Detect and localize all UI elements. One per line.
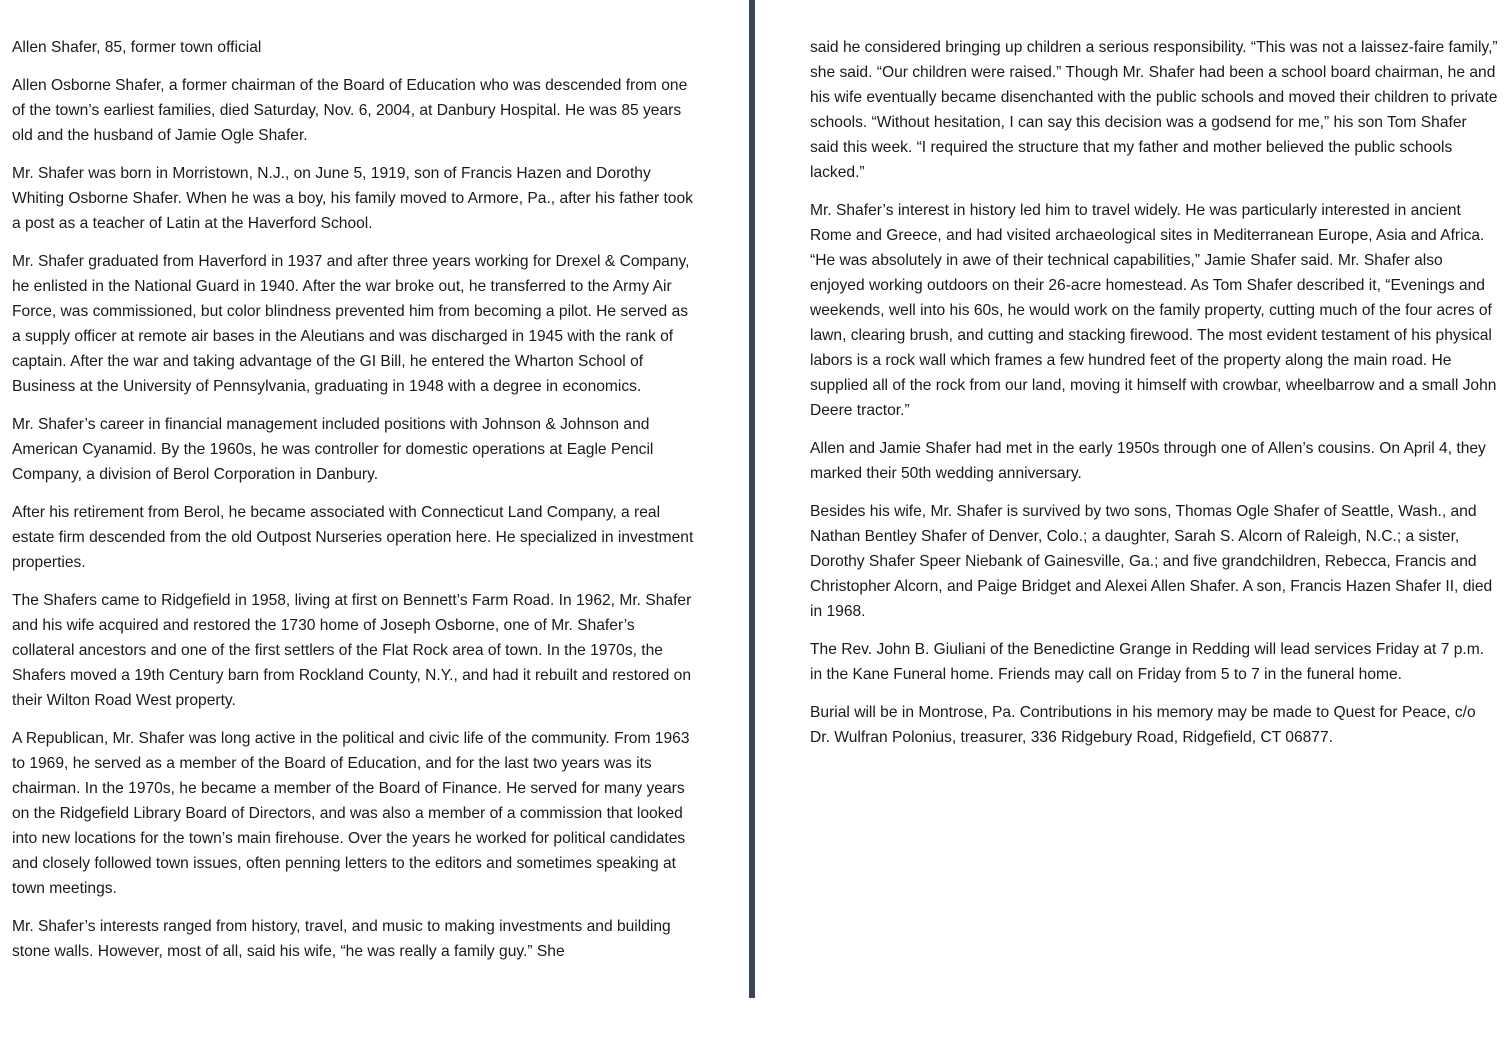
paragraph-survivors: Besides his wife, Mr. Shafer is survived by two sons, Thomas Ogle Shafer of Seattle, Wash., and Nathan Bentley Shafer of Denver, Colo.; a daughter, Sarah S. Alcorn of Raleigh, N.C.; a sister, Dorothy Shafer Speer Niebank of Gainesville, Ga.; and five grandchildren, Rebecca, Francis and Christopher Alcorn, and Paige Bridget and Alexei Allen Shafer. A son, Francis Hazen Shafer II, died in 1968. bbox=[810, 503, 1493, 620]
paragraph-marriage: Allen and Jamie Shafer had met in the early 1950s through one of Allen’s cousins. On April 4, they marked their 50th wedding anniversary. bbox=[810, 440, 1486, 482]
paragraph-early-life: Mr. Shafer was born in Morristown, N.J., on June 5, 1919, son of Francis Hazen and Dorothy Whiting Osborne Shafer. When he was a boy, his family moved to Armore, Pa., after his father took a post as a teacher of Latin at the Haverford School. bbox=[12, 165, 693, 232]
page-divider bbox=[749, 0, 755, 998]
paragraph-death-notice: Allen Osborne Shafer, a former chairman of the Board of Education who was descended from one of the town’s earliest families, died Saturday, Nov. 6, 2004, at Danbury Hospital. He was 85 years old and the husband of Jamie Ogle Shafer. bbox=[12, 77, 688, 144]
paragraph-interests: Mr. Shafer’s interests ranged from history, travel, and music to making investments and building stone walls. However, most of all, said his wife, “he was really a family guy.” She bbox=[12, 918, 671, 960]
paragraph-services: The Rev. John B. Giuliani of the Benedictine Grange in Redding will lead services Friday at 7 p.m. in the Kane Funeral home. Friends may call on Friday from 5 to 7 in the funeral home. bbox=[810, 641, 1485, 683]
paragraph-civic-life: A Republican, Mr. Shafer was long active in the political and civic life of the community. From 1963 to 1969, he served as a member of the Board of Education, and for the last two years was its chairman. In the 1970s, he became a member of the Board of Finance. He served for many years on the Ridgefield Library Board of Directors, and was also a member of a commission that looked into new locations for the town’s main firehouse. Over the years he worked for political candidates and closely followed town issues, often penning letters to the editors and sometimes speaking at town meetings. bbox=[12, 730, 690, 897]
paragraph-career: Mr. Shafer’s career in financial management included positions with Johnson & Johnson and American Cyanamid. By the 1960s, he was controller for domestic operations at Eagle Pencil Company, a division of Berol Corporation in Danbury. bbox=[12, 416, 654, 483]
paragraph-ridgefield-home: The Shafers came to Ridgefield in 1958, living at first on Bennett’s Farm Road. In 1962, Mr. Shafer and his wife acquired and restored the 1730 home of Joseph Osborne, one of Mr. Shafer’s collateral ancestors and one of the first settlers of the Flat Rock area of town. In the 1970s, the Shafers moved a 19th Century barn from Rockland County, N.Y., and had it rebuilt and restored on their Wilton Road West property. bbox=[12, 592, 692, 709]
right-page bbox=[810, 35, 1498, 763]
paragraph-retirement: After his retirement from Berol, he became associated with Connecticut Land Company, a real estate firm descended from the old Outpost Nurseries operation here. He specialized in investment properties. bbox=[12, 504, 694, 571]
obituary-headline: Allen Shafer, 85, former town official bbox=[12, 39, 262, 56]
paragraph-family-values: said he considered bringing up children a serious responsibility. “This was not a laissez-faire family,” she said. “Our children were raised.” Though Mr. Shafer had been a school board chairman, he and his wife eventually became disenchanted with the public schools and moved their children to private schools. “Without hesitation, I can say this decision was a godsend for me,” his son Tom Shafer said this week. “I required the structure that my father and mother believed the public schools lacked.” bbox=[810, 39, 1498, 181]
paragraph-military-education: Mr. Shafer graduated from Haverford in 1937 and after three years working for Drexel & Company, he enlisted in the National Guard in 1940. After the war broke out, he transferred to the Army Air Force, was commissioned, but color blindness prevented him from becoming a pilot. He served as a supply officer at remote air bases in the Aleutians and was discharged in 1945 with the rank of captain. After the war and taking advantage of the GI Bill, he entered the Wharton School of Business at the University of Pennsylvania, graduating in 1948 with a degree in economics. bbox=[12, 253, 690, 395]
paragraph-travel-homestead: Mr. Shafer’s interest in history led him to travel widely. He was particularly interested in ancient Rome and Greece, and had visited archaeological sites in Mediterranean Europe, Asia and Africa. “He was absolutely in awe of their technical capabilities,” Jamie Shafer said. Mr. Shafer also enjoyed working outdoors on their 26-acre homestead. As Tom Shafer described it, “Evenings and weekends, well into his 60s, he would work on the family property, cutting much of the four acres of lawn, clearing brush, and cutting and stacking firewood. The most evident testament of his physical labors is a rock wall which frames a few hundred feet of the property along the main road. He supplied all of the rock from our land, moving it himself with crowbar, wheelbarrow and a small John Deere tractor.” bbox=[810, 202, 1497, 419]
left-page bbox=[12, 35, 700, 977]
paragraph-burial-contributions: Burial will be in Montrose, Pa. Contributions in his memory may be made to Quest for Peace, c/o Dr. Wulfran Polonius, treasurer, 336 Ridgebury Road, Ridgefield, CT 06877. bbox=[810, 704, 1476, 746]
